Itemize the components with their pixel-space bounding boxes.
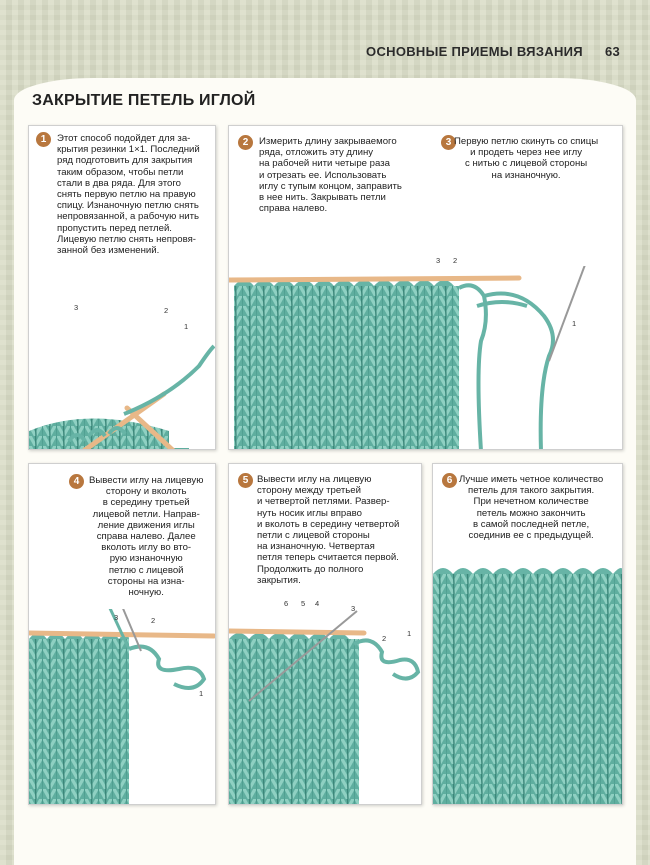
step-4-photo (29, 609, 216, 805)
step-5-label-3: 3 (351, 604, 356, 613)
step-6-badge: 6 (442, 473, 457, 488)
step-6-card (432, 463, 623, 805)
step-2-label-2: 2 (453, 256, 458, 265)
step-4-card (28, 463, 216, 805)
step-1-label-2: 2 (164, 306, 169, 315)
step-3-text: Первую петлю скинуть со спицы и продеть через нее иглу с нитью с лицевой стороны на изнаночную. (454, 136, 599, 181)
step-5-badge: 5 (238, 473, 253, 488)
step-4-badge: 4 (69, 474, 84, 489)
step-6-photo (433, 564, 623, 805)
step-2-3-photo (229, 266, 623, 450)
step-5-label-2: 2 (382, 634, 387, 643)
step-5-label-6: 6 (284, 599, 289, 608)
step-4-label-1: 1 (199, 689, 204, 698)
step-4-label-3: 3 (114, 613, 119, 622)
step-1-card (28, 125, 216, 450)
step-4-label-2: 2 (151, 616, 156, 625)
step-3-label-1: 1 (572, 319, 577, 328)
step-6-text: Лучше иметь четное количество петель для такого закрытия. При нечетном количестве петель можно закончить в самой последней петле, соединив ее с предыдущей. (459, 474, 604, 542)
step-2-3-card (228, 125, 623, 450)
step-1-label-1: 1 (184, 322, 189, 331)
step-1-photo (29, 336, 216, 450)
step-5-card (228, 463, 422, 805)
step-4-text: Вывести иглу на лицевую сторону и вколоть в середину третьей лицевой петли. Направ- ление движения иглы справа налево. Далее вколоть иглу во вто- рую изнаночную петлю с лицевой стороны на изна- ночную. (89, 475, 204, 599)
section-title: ЗАКРЫТИЕ ПЕТЕЛЬ ИГЛОЙ (32, 92, 256, 109)
step-5-label-1: 1 (407, 629, 412, 638)
page-number: 63 (604, 44, 620, 59)
step-3-badge: 3 (441, 135, 456, 150)
step-5-label-4: 4 (315, 599, 320, 608)
step-2-text: Измерить длину закрываемого ряда, отложить эту длину на рабочей нити четыре раза и отрезать ее. Использовать иглу с тупым концом, заправить в нее нить. Закрывать петли справа налево. (259, 136, 402, 215)
step-1-badge: 1 (36, 132, 51, 147)
step-1-label-3: 3 (74, 303, 79, 312)
running-title: ОСНОВНЫЕ ПРИЕМЫ ВЯЗАНИЯ (366, 44, 583, 59)
step-5-label-5: 5 (301, 599, 306, 608)
step-2-label-3: 3 (436, 256, 441, 265)
step-5-text: Вывести иглу на лицевую сторону между третьей и четвертой петлями. Развер- нуть носик иглы вправо и вколоть в середину четвертой петли с лицевой стороны на изнаночную. Четвертая петля теперь считается первой. Продолжить до полного закрытия. (257, 474, 400, 586)
step-1-text: Этот способ подойдет для за- крытия резинки 1×1. Последний ряд подготовить для закрытия таким образом, чтобы петли стали в два ряда. Для этого снять первую петлю на правую спицу. Изнаночную петлю снять непровязанной, а рабочую нить пропустить перед петлей. Лицевую петлю снять непровя- занной без изменений. (57, 133, 200, 257)
step-5-photo (229, 609, 422, 805)
running-header (366, 44, 620, 59)
step-2-badge: 2 (238, 135, 253, 150)
